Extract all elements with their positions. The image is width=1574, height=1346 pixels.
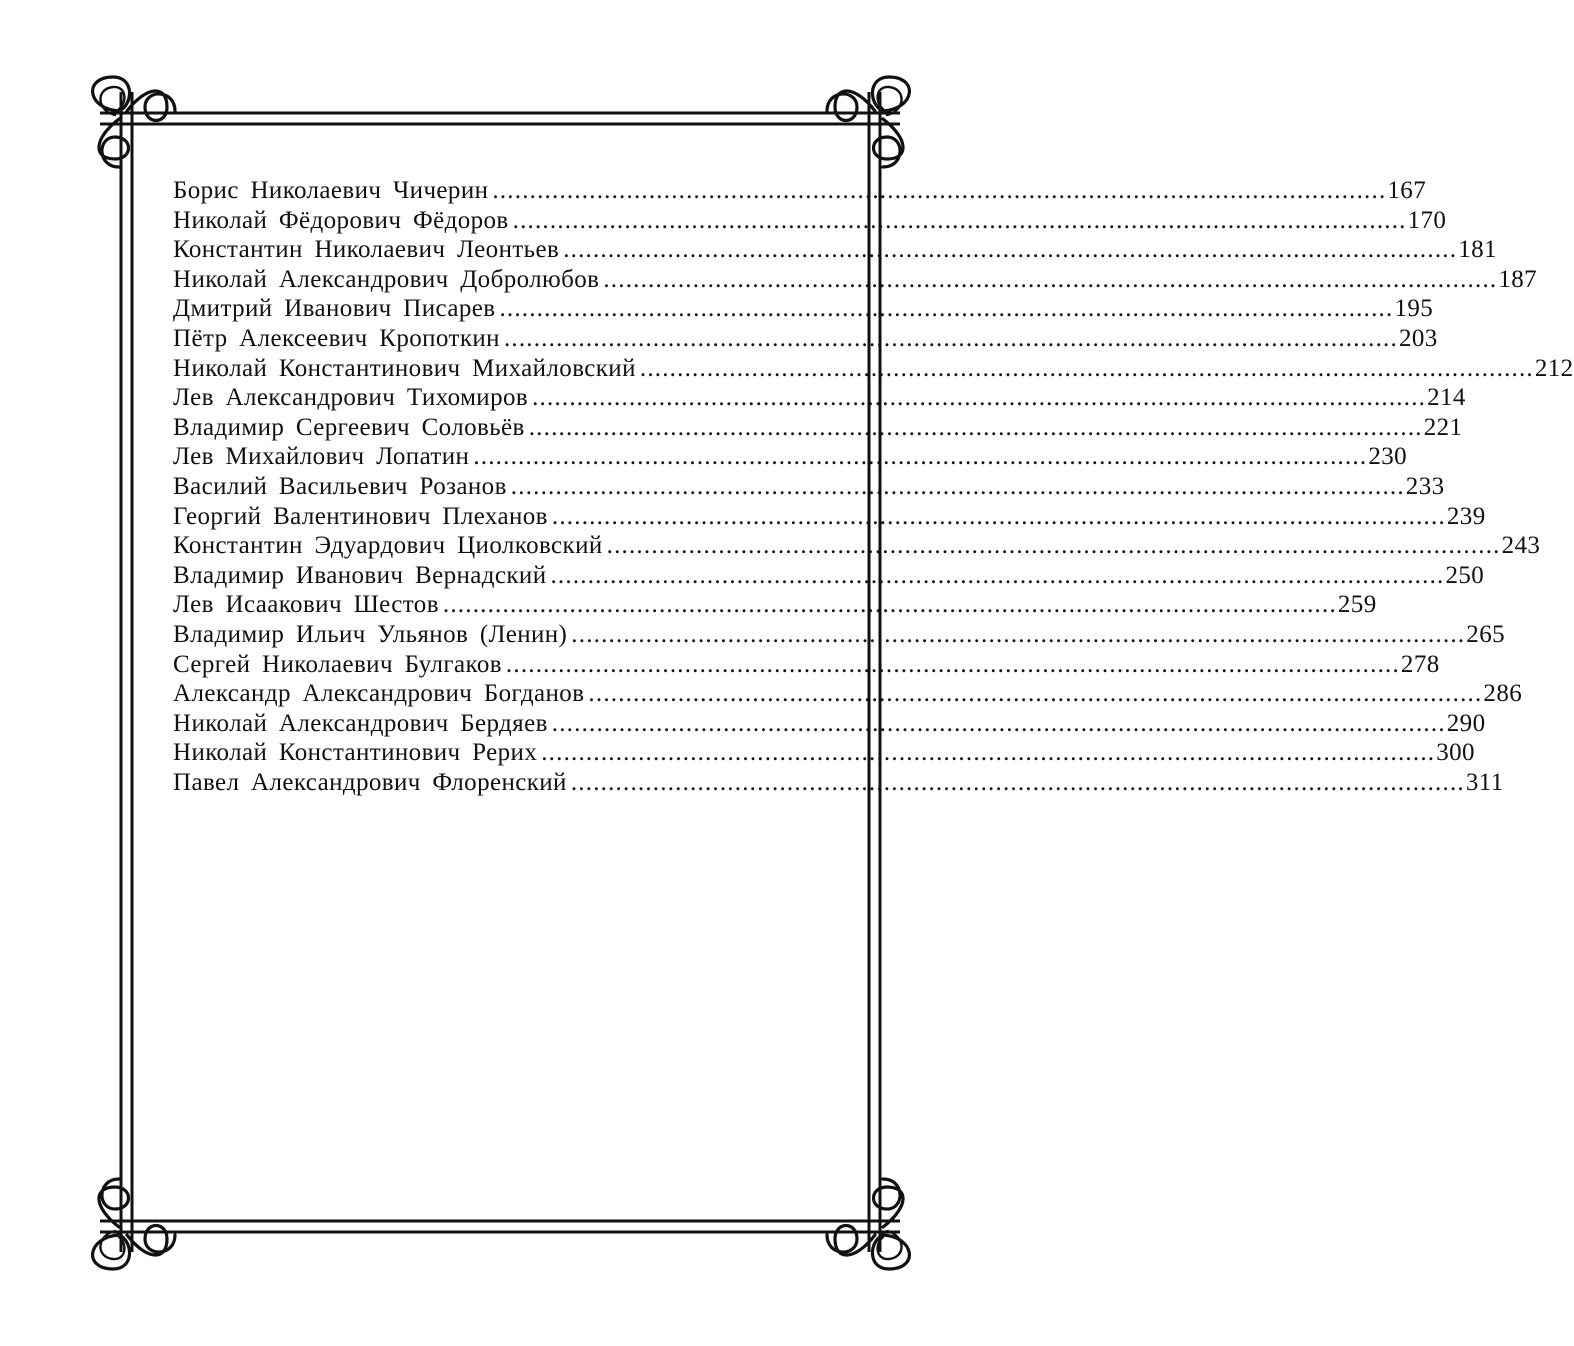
toc-entry-page: 230: [1368, 443, 1408, 471]
toc-entry: [173, 206, 1447, 236]
toc-entry-name: Николай Константинович Рерих: [173, 739, 538, 767]
dot-leader: ........................................................................................................................: [510, 472, 1405, 500]
toc-entry-page: 243: [1501, 532, 1541, 560]
toc-entry-page: 181: [1458, 236, 1497, 264]
dot-leader: ........................................................................................................................: [606, 532, 1501, 560]
toc-entry-page: 195: [1394, 295, 1434, 323]
toc-entry: [173, 738, 1475, 768]
toc-entry-name: Пётр Алексеевич Кропоткин: [173, 324, 500, 352]
toc-entry-page: 187: [1498, 265, 1538, 293]
toc-entry: [173, 472, 1445, 502]
dot-leader: ........................................................................................................................: [550, 561, 1445, 589]
toc-entry-name: Лев Александрович Тихомиров: [173, 384, 529, 412]
toc-entry-name: Владимир Ильич Ульянов (Ленин): [173, 620, 568, 648]
toc-entry-name: Борис Николаевич Чичерин: [173, 177, 489, 204]
toc-entry: [173, 176, 1427, 206]
dot-leader: ........................................................................................................................: [512, 206, 1407, 234]
toc-entry-page: 212: [1534, 354, 1574, 382]
dot-leader: ........................................................................................................................: [473, 443, 1368, 471]
toc-entry-page: 250: [1445, 561, 1485, 589]
toc-entry-page: 278: [1400, 650, 1440, 678]
dot-leader: ........................................................................................................................: [570, 768, 1465, 796]
dot-leader: ........................................................................................................................: [442, 591, 1337, 619]
toc-entry-name: Лев Михайлович Лопатин: [173, 443, 470, 471]
dot-leader: ........................................................................................................................: [541, 739, 1436, 767]
toc-entry-page: 300: [1436, 739, 1475, 767]
toc-entry-page: 167: [1387, 177, 1427, 204]
toc-entry-page: 214: [1427, 384, 1466, 412]
toc-entry-page: 265: [1466, 620, 1505, 648]
corner-ornament-top-left: [93, 77, 175, 167]
toc-entry-name: Николай Александрович Бердяев: [173, 709, 548, 737]
toc-entry-page: 311: [1465, 768, 1504, 796]
toc-entry: [173, 561, 1485, 591]
dot-leader: ........................................................................................................................: [551, 502, 1446, 530]
toc-entry-name: Сергей Николаевич Булгаков: [173, 650, 502, 678]
dot-leader: ........................................................................................................................: [639, 354, 1534, 382]
dot-leader: ........................................................................................................................: [505, 650, 1400, 678]
toc-entry: [173, 354, 1574, 384]
toc-entry-name: Георгий Валентинович Плеханов: [173, 502, 548, 530]
toc-entry: [173, 413, 1463, 443]
toc-entry: [173, 383, 1466, 413]
toc-entry: [173, 324, 1438, 354]
toc-entry-page: 290: [1446, 709, 1486, 737]
toc-entry: [173, 502, 1486, 532]
toc-entry: [173, 294, 1434, 324]
dot-leader: ........................................................................................................................: [563, 236, 1458, 264]
dot-leader: ........................................................................................................................: [551, 709, 1446, 737]
toc-entry-page: 286: [1483, 680, 1523, 708]
toc-entry-name: Константин Николаевич Леонтьев: [173, 236, 560, 264]
dot-leader: ........................................................................................................................: [528, 413, 1423, 441]
toc-entry: [173, 265, 1538, 295]
table-of-contents: [173, 176, 1574, 797]
toc-entry-name: Павел Александрович Флоренский: [173, 768, 567, 796]
toc-entry-page: 221: [1423, 413, 1463, 441]
toc-entry-page: 203: [1398, 324, 1438, 352]
toc-entry: [173, 679, 1523, 709]
dot-leader: ........................................................................................................................: [588, 680, 1483, 708]
toc-entry: [173, 768, 1504, 798]
dot-leader: ........................................................................................................................: [492, 177, 1387, 204]
toc-entry: [173, 650, 1440, 680]
dot-leader: ........................................................................................................................: [571, 620, 1466, 648]
dot-leader: ........................................................................................................................: [503, 324, 1398, 352]
toc-entry-name: Николай Фёдорович Фёдоров: [173, 206, 509, 234]
toc-entry-name: Александр Александрович Богданов: [173, 680, 585, 708]
toc-entry-name: Владимир Иванович Вернадский: [173, 561, 547, 589]
toc-entry-name: Николай Константинович Михайловский: [173, 354, 636, 382]
toc-entry-page: 259: [1337, 591, 1377, 619]
toc-entry-name: Лев Исаакович Шестов: [173, 591, 439, 619]
toc-entry-page: 239: [1446, 502, 1486, 530]
toc-entry-name: Владимир Сергеевич Соловьёв: [173, 413, 525, 441]
toc-entry-page: 233: [1405, 472, 1445, 500]
frame-bottom-rule: [100, 1221, 900, 1232]
toc-entry: [173, 620, 1505, 650]
frame-left-rule: [121, 92, 132, 1252]
toc-entry-name: Константин Эдуардович Циолковский: [173, 532, 603, 560]
toc-entry-name: Василий Васильевич Розанов: [173, 472, 507, 500]
toc-entry: [173, 235, 1497, 265]
toc-entry-name: Николай Александрович Добролюбов: [173, 265, 600, 293]
toc-entry: [173, 442, 1408, 472]
toc-entry: [173, 590, 1377, 620]
dot-leader: ........................................................................................................................: [532, 384, 1427, 412]
corner-ornament-bottom-left: [93, 1179, 175, 1269]
toc-entry: [173, 709, 1486, 739]
frame-top-rule: [100, 113, 900, 124]
dot-leader: ........................................................................................................................: [499, 295, 1394, 323]
toc-entry-page: 170: [1407, 206, 1447, 234]
toc-entry: [173, 531, 1541, 561]
dot-leader: ........................................................................................................................: [603, 265, 1498, 293]
toc-entry-name: Дмитрий Иванович Писарев: [173, 295, 496, 323]
